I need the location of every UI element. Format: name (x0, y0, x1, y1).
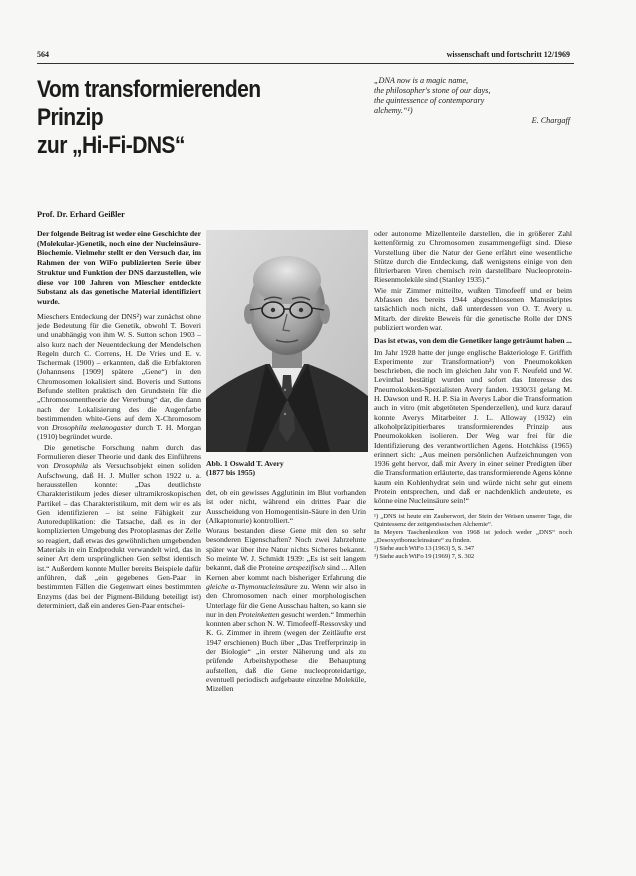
caption-line-2: (1877 bis 1955) (206, 468, 256, 477)
author-byline: Prof. Dr. Erhard Geißler (37, 210, 125, 219)
header-rule (37, 63, 574, 64)
epigraph-line-1: „DNA now is a magic name, (374, 76, 469, 85)
paragraph: Woraus bestanden diese Gene mit den so sehr besonderen Eigenschaften? Noch zwei Jahrzehnte später war über ihre Natur nichts Sicheres bekannt. So meinte W. J. Schmidt 1939: „Es ist seit langem bekannt, daß die Proteine artspezifisch sind ... Allen Kernen aber kommt nach bisheriger Erfahrung die gleiche α-Thymonucleinsäure zu. Wenn wir also in den Chromosomen nach einer morphologischen Unterlage für die Gene Ausschau halten, so kann sie nur in den Proteinketten gesucht werden.“ Immerhin konnten aber schon N. W. Timofeeff-Ressovsky und K. G. Zimmer in ihrem (wegen der Zeitläufte erst 1947 erschienen) Buch über „Das Trefferprinzip in der Biologie“ „in erster Näherung und als zu prüfende Arbeitshypothese die Behauptung aufstellen, daß die Gene nucleoproteidartige, eventuell periodisch aufgebaute einzelne Moleküle, Mizellen (206, 526, 367, 694)
paragraph: Die genetische Forschung nahm durch das Formulieren dieser Theorie und dank des Einführens von Drosophila als Versuchsobjekt einen soliden Aufschwung, daß H. J. Muller schon 1922 u. a. herausstellen konnte: „Das deutlichste Charakteristikum jedes dieser ultramikroskopischen Partikel – das Charakteristikum, mit dem wir es als Gen identifizieren – ist seine Fähigkeit zur Autoreduplikation: die Tatsache, daß es in der komplizierten Umgebung des Protoplasmas der Zelle so reagiert, daß etwas des gewöhnlichen umgebenden Materials in ein Endprodukt verwandelt wird, das in seiner Art dem ursprünglichen Gen selbst identisch ist.“ Außerdem konnte Muller bereits Beispiele dafür anführen, daß „ein gegebenes Gen-Paar in bestimmten Fällen die Gegenwart eines bestimmten Enzyms (das bei der Pigment-Bildung beteiligt ist) determiniert, daß ein anderes Gen-Paar entschei- (37, 442, 201, 610)
paragraph: oder autonome Mizellenteile darstellen, die in größerer Zahl kettenförmig zu Chromosomen zusammengefügt sind. Diese Vorstellung über die Natur der Gene erfährt eine wesentliche Stütze durch die Entdeckung, daß wenigstens einige von den filtrierbaren Viren chemisch rein darstellbare Nucleoprotein-Riesenmoleküle sind (Stanley 1935).“ (374, 229, 572, 285)
epigraph (374, 76, 570, 126)
footnote-1-continued: In Meyers Taschenlexikon von 1968 ist jedoch weder „DNS“ noch „Desoxyribonucleinsäure“ zu finden. (374, 528, 572, 544)
epigraph-line-4: alchemy.“¹) (374, 106, 413, 115)
page-number: 564 (37, 50, 49, 59)
footnote-2: ²) Siehe auch WiFo 13 (1963) 5, S. 347 (374, 544, 475, 552)
column-1 (37, 229, 201, 611)
paragraph: det, ob ein gewisses Agglutinin im Blut vorhanden ist oder nicht, während ein drittes Paar die Ausscheidung von Homogentisin-Säure in den Urin (Alkaptonurie) kontrolliert.“ (206, 488, 366, 525)
section-heading: Das ist etwas, von dem die Genetiker lange geträumt haben ... (374, 336, 572, 346)
paragraph: Im Jahr 1928 hatte der junge englische Bakteriologe F. Griffith Experimente zur Transformation³) von Pneumokokken beschrieben, die noch im gleichen Jahr von F. Neufeld und W. Levinthal bestätigt wurden und sofort das Interesse des Pneumokokken-Spezialisten Avery fanden. 1930/31 gelang M. H. Dawson und R. H. P. Sia in Averys Labor die Transformation auch in vitro (mit abgetöteten Spenderzellen), und kurz darauf konnte Averys Mitarbeiter J. L. Alloway (1932) ein alkoholpräzipitierbares transformierendes Prinzip aus Pneumokokken isolieren. Der Weg war frei für die Identifizierung des verantwortlichen Agens. Hotchkiss (1965) erinnert sich: „Aus meinen persönlichen Aufzeichnungen von 1936 geht hervor, daß mir Avery in einer seiner Predigten über die Transformation erläuterte, das transformierende Agens könne kaum ein Kohlenhydrat sein und würde nicht sehr gut einem Protein entsprechen, und daß er nachdenklich andeutete, es könne eine Nucleinsäure sein!“ (374, 347, 572, 506)
article-title (37, 76, 312, 160)
epigraph-line-3: the quintessence of contemporary (374, 96, 485, 105)
footnote-rule (374, 509, 434, 510)
footnote-3: ³) Siehe auch WiFo 19 (1969) 7, S. 302 (374, 552, 475, 560)
column-2 (206, 488, 366, 695)
title-line-2: Prinzip (37, 104, 104, 131)
lead-paragraph: Der folgende Beitrag ist weder eine Geschichte der (Molekular-)Genetik, noch eine der Nucleinsäure-Biochemie. Vielmehr stellt er den Versuch dar, im Rahmen der von WiFo publizierten Serie über Struktur und Funktion der DNS darzustellen, wie diese vor 100 Jahren von Miescher entdeckte Substanz als das genetische Material identifiziert wurde. (37, 229, 201, 306)
epigraph-line-2: the philosopher's stone of our days, (374, 86, 491, 95)
paragraph: Wie mir Zimmer mitteilte, wußten Timofeeff und er beim Abfassen des bereits 1944 abgeschlossenen Manuskriptes tatsächlich noch nicht, daß unterdessen von O. T. Avery u. Mitarb. der direkte Beweis für die genetische Rolle der DNS publiziert worden war. (374, 285, 572, 332)
journal-header: wissenschaft und fortschritt 12/1969 (446, 50, 570, 59)
title-line-3: zur „Hi-Fi-DNS“ (37, 132, 185, 159)
paragraph: Mieschers Entdeckung der DNS²) war zunächst ohne jede Bedeutung für die Genetik, obwohl T. Boveri und unabhängig von ihm W. S. Sutton schon 1903 – also kurz nach der Neuentdeckung der Mendelschen Regeln durch C. Correns, H. De Vries und E. v. Tschermak (1900) – erkannten, daß die Erbfaktoren (Johannsens [1909] spätere „Gene“) in den Chromosomen lokalisiert sind. Boveris und Suttons Befunde stellten praktisch den Grundstein für die „Chromosomentheorie der Vererbung“ dar, die dann nach der Lokalisierung des die Augenfarbe bestimmenden white-Gens auf dem X-Chromosom von Drosophila melanogaster durch T. H. Morgan (1910) begründet wurde. (37, 311, 201, 442)
avery-portrait-photo (206, 230, 368, 452)
title-line-1: Vom transformierenden (37, 76, 261, 103)
footnote-1: ¹) „DNS ist heute ein Zauberwort, der Stein der Weisen unserer Tage, die Quintessenz der zeitgenössischen Alchemie“. (374, 512, 572, 528)
figure-caption (206, 459, 368, 477)
column-3 (374, 229, 572, 561)
epigraph-author: E. Chargaff (531, 116, 570, 125)
caption-line-1: Abb. 1 Oswald T. Avery (206, 459, 284, 468)
